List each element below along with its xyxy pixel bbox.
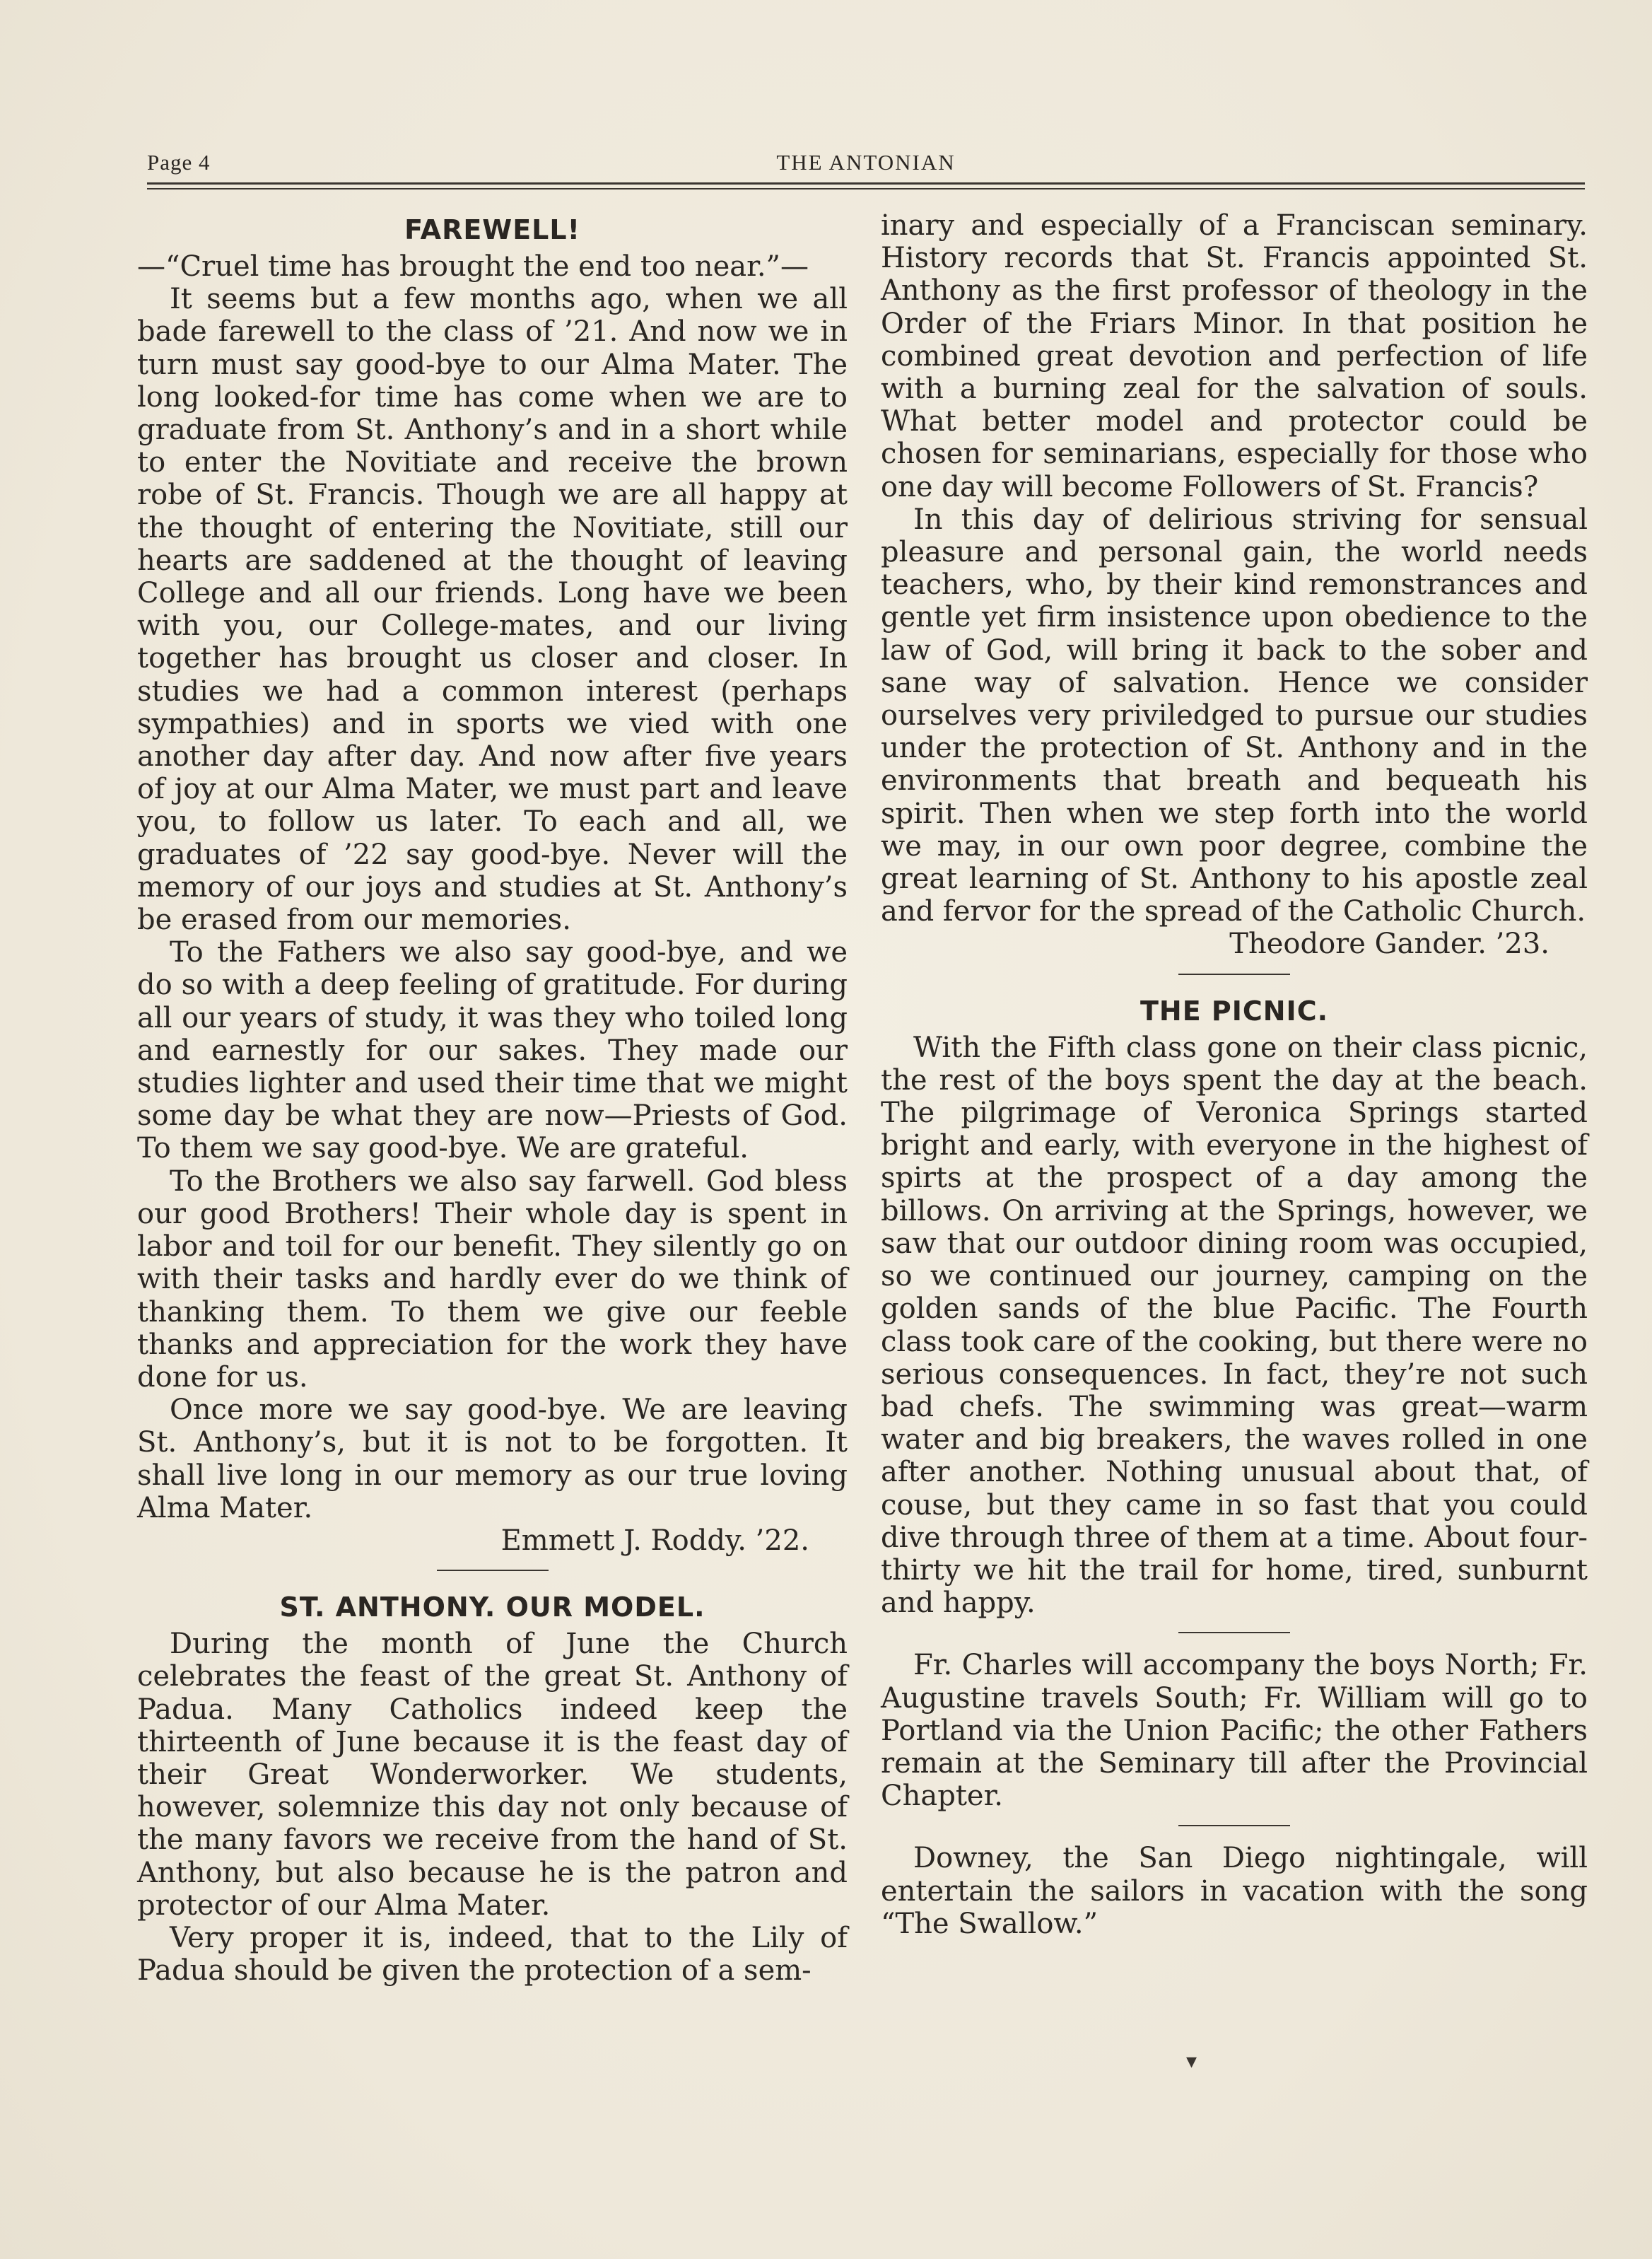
picnic-title: THE PICNIC. <box>1140 995 1329 1027</box>
section-divider <box>1178 1825 1290 1826</box>
left-column <box>137 209 848 1987</box>
farewell-byline: Emmett J. Roddy. ’22. <box>500 1524 809 1557</box>
publication-name: THE ANTONIAN <box>776 150 956 175</box>
model-paragraph: During the month of June the Church celebrates the feast of the great St. Anthony of Padua. Many Catholics indeed keep the thirteenth of June because it is the feast day of their Great Wonderworker. We students, however, solemnize this day not only because of the many favors we receive from the hand of St. Anthony, but also because he is the patron and protector of our Alma Mater. <box>137 1628 848 1922</box>
news-notes <box>881 1649 1588 1940</box>
section-divider <box>1178 974 1290 975</box>
picnic-paragraph: With the Fifth class gone on their class picnic, the rest of the boys spent the day at the beach. The pilgrimage of Veronica Springs started bright and early, with everyone in the highest of spirts at the prospect of a day among the billows. On arriving at the Springs, however, we saw that our outdoor dining room was occupied, so we continued our journey, camping on the golden sands of the blue Pacific. The Fourth class took care of the cooking, but there were no serious consequences. In fact, they’re not such bad chefs. The swimming was great—warm water and big breakers, the waves rolled in one after another. Nothing unusual about that, of couse, but they came in so fast that you could dive through three of them at a time. About four-thirty we hit the trail for home, tired, sunburnt and happy. <box>881 1031 1588 1620</box>
model-byline: Theodore Gander. ’23. <box>1229 928 1550 961</box>
farewell-paragraph: To the Brothers we also say farwell. God bless our good Brothers! Their whole day is spent in labor and toil for our benefit. They silently go on with their tasks and hardly ever do we think of thanking them. To them we give our feeble thanks and appreciation for the work they have done for us. <box>137 1164 848 1394</box>
ink-mark: ▾ <box>1186 2049 1197 2074</box>
model-continuation: inary and especially of a Franciscan seminary. History records that St. Francis appointed St. Anthony as the first professor of theology in the Order of the Friars Minor. In that position he combined great devotion and perfection of life with a burning zeal for the salvation of souls. What better model and protector could be chosen for seminarians, especially for those who one day will become Followers of St. Francis? <box>881 209 1588 503</box>
note-item: Fr. Charles will accompany the boys North; Fr. Augustine travels South; Fr. William will go to Portland via the Union Pacific; the other Fathers remain at the Seminary till after the Provincial Chapter. <box>881 1649 1588 1813</box>
model-continuation: In this day of delirious striving for sensual pleasure and personal gain, the world needs teachers, who, by their kind remonstrances and gentle yet firm insistence upon obedience to the law of God, will bring it back to the sober and sane way of salvation. Hence we consider ourselves very priviledged to pursue our studies under the protection of St. Anthony and in the environments that breath and bequeath his spirit. Then when we step forth into the world we may, in our own poor degree, combine the great learning of St. Anthony to his apostle zeal and fervor for the spread of the Catholic Church. <box>881 503 1588 928</box>
model-title: ST. ANTHONY. OUR MODEL. <box>279 1592 705 1623</box>
section-divider <box>1178 1632 1290 1633</box>
farewell-paragraph: Once more we say good-bye. We are leaving St. Anthony’s, but it is not to be forgotten. It shall live long in our memory as our true loving Alma Mater. <box>137 1394 848 1524</box>
right-column <box>881 209 1588 1940</box>
farewell-paragraph: To the Fathers we also say good-bye, and we do so with a deep feeling of gratitude. For during all our years of study, it was they who toiled long and earnestly for our sakes. They made our studies lighter and used their time that we might some day be what they are now—Priests of God. To them we say good-bye. We are grateful. <box>137 936 848 1165</box>
model-paragraph: Very proper it is, indeed, that to the Lily of Padua should be given the protection of a sem- <box>137 1921 848 1987</box>
page-number: Page 4 <box>147 150 211 175</box>
header-rule-bottom <box>147 188 1585 189</box>
header-rule-top <box>147 182 1585 185</box>
note-item: Downey, the San Diego nightingale, will entertain the sailors in vacation with the song “The Swallow.” <box>881 1842 1588 1940</box>
farewell-title: FAREWELL! <box>404 214 580 245</box>
farewell-paragraph: It seems but a few months ago, when we all bade farewell to the class of ’21. And now we in turn must say good-bye to our Alma Mater. The long looked-for time has come when we are to graduate from St. Anthony’s and in a short while to enter the Novitiate and receive the brown robe of St. Francis. Though we are all happy at the thought of entering the Novitiate, still our hearts are saddened at the thought of leaving College and all our friends. Long have we been with you, our College-mates, and our living together has brought us closer and closer. In studies we had a common interest (perhaps sympathies) and in sports we vied with one another day after day. And now after five years of joy at our Alma Mater, we must part and leave you, to follow us later. To each and all, we graduates of ’22 say good-bye. Never will the memory of our joys and studies at St. Anthony’s be erased from our memories. <box>137 283 848 937</box>
farewell-epigraph: —“Cruel time has brought the end too near.”— <box>137 250 809 283</box>
page-header <box>147 147 1585 175</box>
section-divider <box>437 1570 549 1571</box>
